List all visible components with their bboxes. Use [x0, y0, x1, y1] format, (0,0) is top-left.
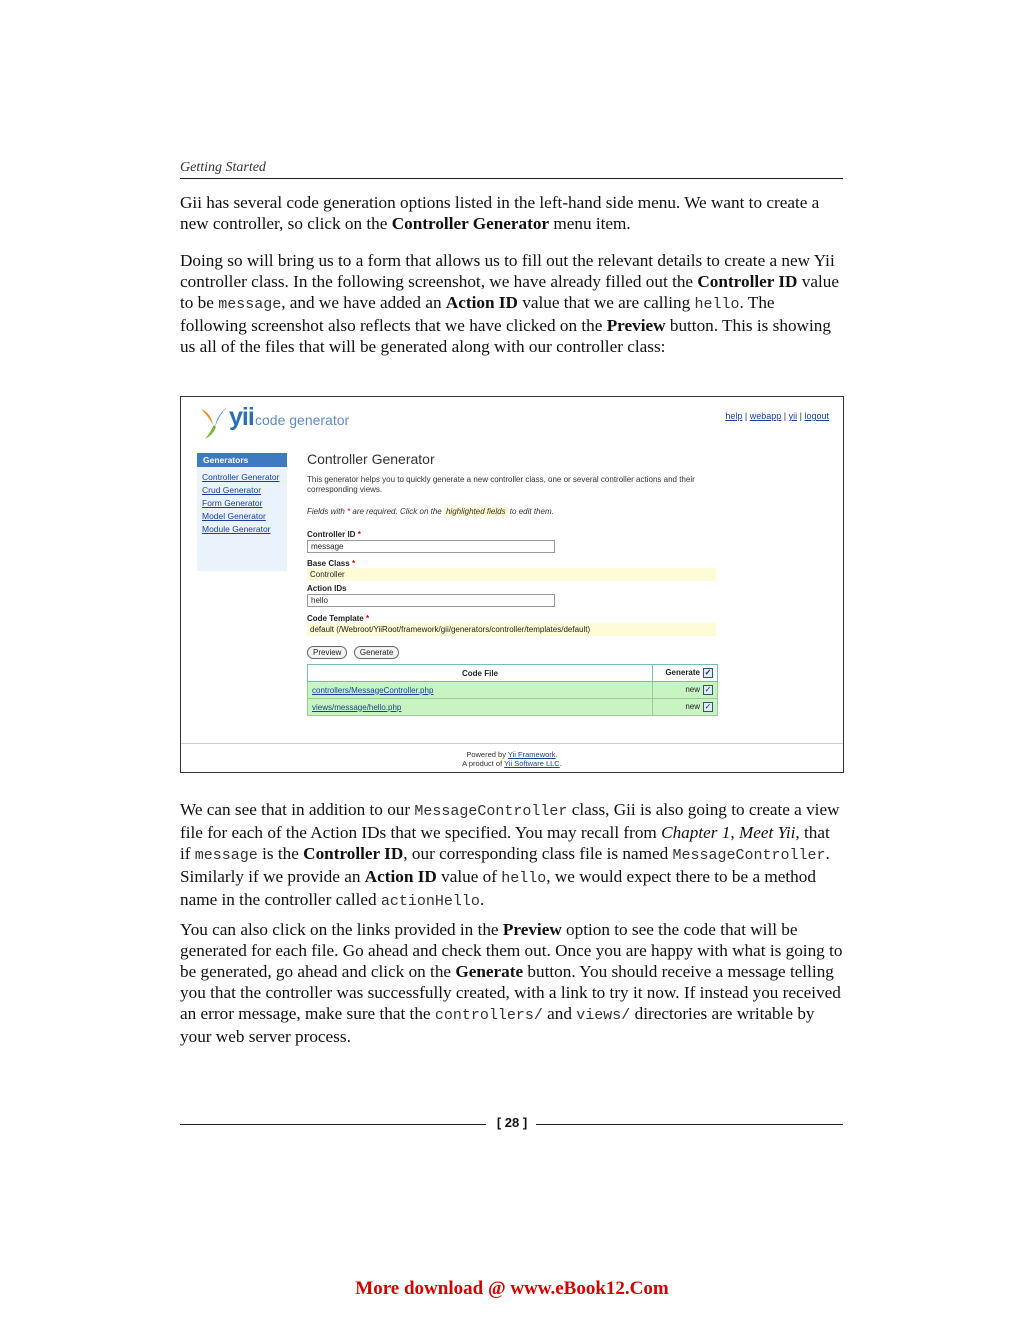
bold-term: Preview — [606, 316, 666, 335]
yii-framework-link[interactable]: Yii Framework — [507, 750, 556, 759]
code-file-header: Code File — [308, 665, 653, 682]
paragraph-form — [180, 250, 843, 357]
logo-subtitle: code generator — [255, 412, 350, 428]
text: to edit them. — [507, 507, 554, 516]
screenshot-footer: Powered by Yii Framework. A product of Yii Software LLC. — [181, 743, 843, 768]
required-star: * — [347, 507, 351, 516]
status-cell — [653, 699, 718, 716]
text: You can also click on the links provided in the — [180, 920, 503, 939]
status-text: new — [685, 702, 700, 712]
text: button. You should receive a message telling you that the controller was successfully created, with a link to try it now. If instead you received an error message, make sure that the — [180, 962, 841, 1023]
bold-term: Controller Generator — [391, 214, 550, 233]
yii-software-link[interactable]: Yii Software LLC — [504, 759, 560, 768]
logout-link[interactable]: logout — [804, 411, 829, 421]
gii-screenshot — [180, 396, 844, 773]
generator-description: This generator helps you to quickly generate a new controller class, one or several controller actions and their corresponding views. — [307, 475, 695, 494]
bold-term: Generate — [455, 962, 524, 981]
yii-logo-icon — [197, 405, 231, 441]
footer-rule-left — [180, 1124, 486, 1125]
sidebar-item-controller-generator[interactable]: Controller Generator — [202, 472, 280, 482]
sidebar-title: Generators — [197, 453, 287, 467]
bold-term: Controller ID — [697, 272, 798, 291]
text: menu item. — [549, 214, 631, 233]
label-text: Code Template — [307, 614, 364, 623]
generators-sidebar — [197, 453, 287, 571]
code-term: message — [194, 847, 258, 864]
action-ids-input[interactable]: hello — [307, 594, 555, 607]
code-file-table — [307, 664, 718, 716]
checkbox-icon[interactable]: ✓ — [704, 685, 712, 694]
italic-term: Meet Yii — [738, 823, 796, 842]
code-term: MessageController — [414, 803, 568, 820]
text: We can see that in addition to our — [180, 800, 415, 819]
text: Gii has several code generation options listed in the left-hand side menu. We want to create a new controller, so click on the — [180, 193, 820, 233]
code-term: actionHello — [380, 893, 480, 910]
text: . — [479, 890, 485, 909]
bold-term: Preview — [502, 920, 562, 939]
text: , we would expect there to be a method name in the controller called — [180, 867, 816, 909]
header-text: Generate — [665, 668, 700, 678]
generate-header — [653, 665, 718, 682]
table-row — [308, 682, 718, 699]
logo-word: yii — [229, 403, 254, 431]
text: value that we are calling — [517, 293, 695, 312]
required-star: * — [351, 559, 356, 568]
label-text: Base Class — [307, 559, 350, 568]
text: option to see the code that will be generated for each file. Go ahead and check them out. Once you are happy with what is going to be generated, go ahead and click on the — [180, 920, 843, 981]
paragraph-intro — [180, 192, 843, 234]
paragraph-explanation — [180, 799, 843, 912]
top-links: help | webapp | yii | logout — [725, 411, 829, 421]
table-row — [308, 699, 718, 716]
running-head: Getting Started — [180, 160, 843, 179]
text: are required. Click on the — [350, 507, 444, 516]
page-title: Controller Generator — [307, 451, 435, 467]
text: , that if — [180, 823, 830, 863]
base-class-label — [307, 559, 717, 568]
sidebar-item-module-generator[interactable]: Module Generator — [202, 524, 271, 534]
required-star: * — [365, 614, 370, 623]
code-template-field[interactable]: default (/Webroot/YiiRoot/framework/gii/generators/controller/templates/default) — [307, 623, 716, 636]
bold-term: Action ID — [364, 867, 437, 886]
code-term: hello — [694, 296, 740, 313]
action-ids-label: Action IDs — [307, 584, 347, 593]
text: Powered by — [466, 750, 508, 759]
highlight-sample: highlighted fields — [445, 507, 506, 516]
text: , and we have added an — [281, 293, 446, 312]
text: . The following screenshot also reflects that we have clicked on the — [180, 293, 775, 335]
text: A product of — [462, 759, 505, 768]
code-term: controllers/ — [434, 1007, 543, 1024]
form-buttons — [307, 642, 717, 660]
controller-id-input[interactable]: message — [307, 540, 555, 553]
download-promo[interactable]: More download @ www.eBook12.Com — [355, 1278, 669, 1299]
text: class, Gii is also going to create a view file for each of the Action IDs that we specified. You may recall from — [180, 800, 840, 842]
italic-term: Chapter 1 — [661, 823, 731, 842]
required-note — [307, 507, 717, 516]
text: directories are writable by your web server process. — [180, 1004, 815, 1046]
base-class-field[interactable]: Controller — [307, 568, 716, 581]
checkbox-icon[interactable]: ✓ — [704, 702, 712, 711]
text: is the — [257, 844, 304, 863]
status-cell — [653, 682, 718, 699]
footer-rule-right — [536, 1124, 843, 1125]
text: value of — [436, 867, 502, 886]
file-link[interactable]: views/message/hello.php — [312, 702, 402, 712]
webapp-link[interactable]: webapp — [749, 411, 782, 421]
code-term: views/ — [576, 1007, 631, 1024]
text: Doing so will bring us to a form that allows us to fill out the relevant details to create a new Yii controller class. In the following screenshot, we have already filled out the — [180, 251, 835, 291]
preview-button[interactable]: Preview — [307, 646, 347, 659]
required-star: * — [357, 530, 361, 539]
bold-term: Action ID — [445, 293, 518, 312]
text: and — [542, 1004, 577, 1023]
table-header-row — [308, 665, 718, 682]
text: Fields with — [307, 507, 348, 516]
file-cell — [308, 682, 653, 699]
page-footer — [180, 1115, 843, 1135]
code-term: hello — [501, 870, 547, 887]
text: button. This is showing us all of the files that will be generated along with our controller class: — [180, 316, 831, 356]
controller-id-label — [307, 530, 717, 539]
label-text: Controller ID — [307, 530, 356, 539]
bold-term: Controller ID — [303, 844, 404, 863]
code-term: message — [218, 296, 282, 313]
paragraph-generate — [180, 919, 843, 1047]
generator-form — [307, 451, 717, 716]
status-text: new — [685, 685, 700, 695]
page-number: [ 28 ] — [496, 1115, 528, 1130]
sidebar-item-model-generator[interactable]: Model Generator — [202, 511, 266, 521]
text: . Similarly if we provide an — [180, 844, 830, 886]
text: value to be — [180, 272, 840, 312]
file-link[interactable]: controllers/MessageController.php — [312, 685, 434, 695]
help-link[interactable]: help — [725, 411, 743, 421]
text: , our corresponding class file is named — [403, 844, 673, 863]
checkbox-all-icon[interactable]: ✓ — [704, 668, 712, 677]
code-term: MessageController — [672, 847, 826, 864]
yii-link[interactable]: yii — [788, 411, 798, 421]
text: , — [730, 823, 739, 842]
sidebar-item-form-generator[interactable]: Form Generator — [202, 498, 263, 508]
sidebar-item-crud-generator[interactable]: Crud Generator — [202, 485, 262, 495]
generate-button[interactable]: Generate — [354, 646, 399, 659]
file-cell — [308, 699, 653, 716]
code-template-label — [307, 614, 717, 623]
